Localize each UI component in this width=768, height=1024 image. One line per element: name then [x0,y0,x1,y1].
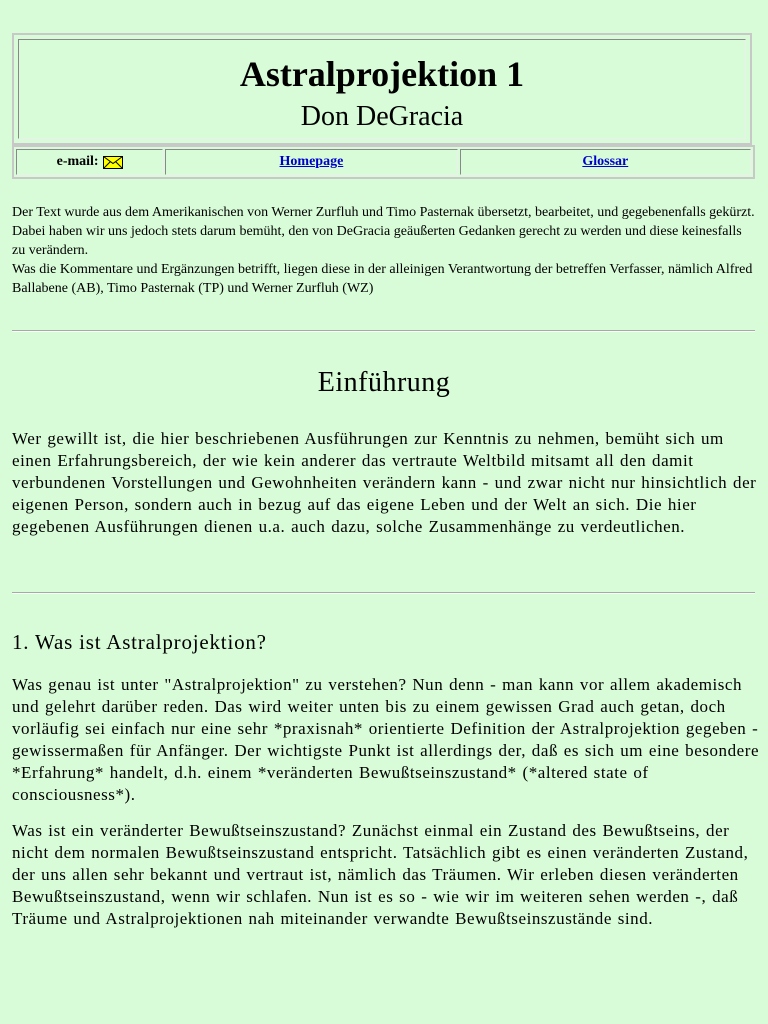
email-label: e-mail: [56,154,99,169]
glossary-cell [460,149,751,175]
translator-note-text: Der Text wurde aus dem Amerikanischen von Werner Zurfluh und Timo Pasternak übersetzt, bearbeitet, und gegebenenfalls gekürzt. Dabei haben wir uns jedoch stets darum bemüht, den von DeGracia geäußerten Gedanken gerecht zu werden und diese keinesfalls zu verändern. [12,205,755,258]
envelope-icon[interactable] [103,156,123,169]
nav-bar [12,145,755,179]
homepage-link[interactable]: Homepage [279,154,344,169]
title-box [12,33,752,145]
email-cell[interactable] [16,149,163,175]
author-name: Don DeGracia [300,101,464,132]
divider [12,592,755,594]
divider [12,330,755,332]
glossary-link[interactable]: Glossar [582,154,629,169]
homepage-cell [165,149,457,175]
section-heading-einfuehrung: Einführung [317,367,451,398]
translator-note [12,203,757,298]
commentary-note-text: Was die Kommentare und Ergänzungen betrifft, liegen diese in der alleinigen Verantwortung der betreffen Verfasser, nämlich Alfred Ballabene (AB), Timo Pasternak (TP) und Werner Zurfluh (WZ) [12,262,753,296]
einfuehrung-paragraph: Wer gewillt ist, die hier beschriebenen Ausführungen zur Kenntnis zu nehmen, bemüht sich um einen Erfahrungsbereich, der wie kein anderer das vertraute Weltbild mitsamt all den damit verbundenen Vorstellungen und Gewohnheiten verändern kann - und zwar nicht nur hinsichtlich der eigenen Person, sondern auch in bezug auf das eigene Leben und der Welt an sich. Die hier gegebenen Ausführungen dienen u.a. auch dazu, solche Zusammenhänge zu verdeutlichen. [12,429,757,536]
section-heading-astralprojektion: 1. Was ist Astralprojektion? [12,630,267,654]
page-title: Astralprojektion 1 [239,54,525,94]
title-inner [18,39,746,139]
astralprojektion-paragraph-1: Was genau ist unter "Astralprojektion" zu verstehen? Nun denn - man kann vor allem akademisch und gelehrt darüber reden. Das wird weiter unten bis zu einem gewissen Grad auch getan, doch vorläufig sei einfach nur eine sehr *praxisnah* orientierte Definition der Astralprojektion gegeben - gewissermaßen für Anfänger. Der wichtigste Punkt ist allerdings der, daß es sich um eine besondere *Erfahrung* handelt, d.h. einem *veränderten Bewußtseinszustand* (*altered state of consciousness*). [12,675,760,804]
astralprojektion-paragraph-2: Was ist ein veränderter Bewußtseinszustand? Zunächst einmal ein Zustand des Bewußtseins, der nicht dem normalen Bewußtseinszustand entspricht. Tatsächlich gibt es einen veränderten Zustand, der uns allen sehr bekannt und vertraut ist, nämlich das Träumen. Wir erleben diesen veränderten Bewußtseinszustand, wenn wir schlafen. Nun ist es so - wie wir im weiteren sehen werden -, daß Träume und Astralprojektionen nah miteinander verwandte Bewußtseinszustände sind. [12,821,749,928]
